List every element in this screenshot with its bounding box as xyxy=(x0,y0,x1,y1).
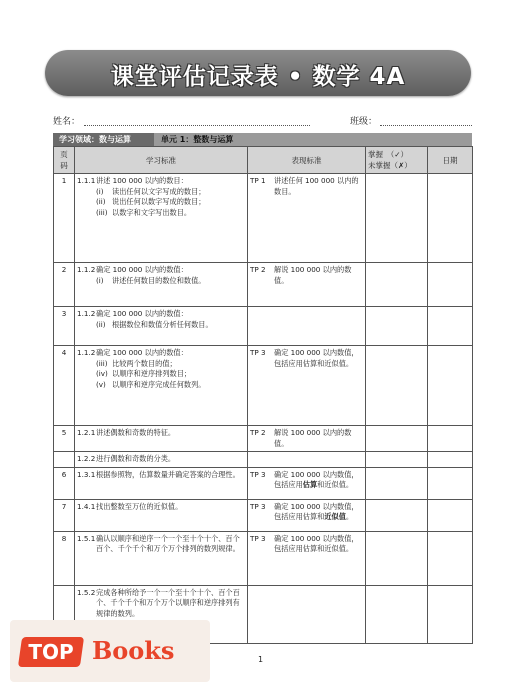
tp-code: TP 2 xyxy=(250,428,266,437)
standard-text: 根据参照物，估算数量并确定答案的合理性。 xyxy=(96,469,240,479)
logo-top-text: TOP xyxy=(28,640,74,664)
standard-code: 1.1.2 xyxy=(77,309,96,318)
page-cell xyxy=(54,452,75,468)
tp-text: 确定 100 000 以内数值，包括应用估算和近似值。 xyxy=(274,533,359,553)
mastery-cell[interactable] xyxy=(366,585,428,643)
page-cell: 7 xyxy=(54,499,75,531)
assessment-table xyxy=(53,146,473,644)
mastery-cell[interactable] xyxy=(366,426,428,452)
sub-text: 比较两个数目的值； xyxy=(112,358,177,368)
page-cell: 1 xyxy=(54,174,75,263)
standard-text: 确认以顺序和逆序一个一个至十个十个、百个百个、千个千个和万个万个排列的数列规律。 xyxy=(96,533,240,553)
sub-text: 说出任何以数字写成的数目； xyxy=(112,197,206,206)
mastery-cell[interactable] xyxy=(366,307,428,346)
sub-numeral: (i) xyxy=(96,186,104,196)
standard-code: 1.5.2 xyxy=(77,587,96,597)
table-row xyxy=(54,426,473,452)
performance-cell xyxy=(248,499,366,531)
name-label: 姓名： xyxy=(53,117,81,127)
standard-code: 1.2.1 xyxy=(77,428,96,437)
standard-code: 1.1.1 xyxy=(77,176,96,185)
sub-text: 读出任何以文字写成的数目； xyxy=(112,186,206,196)
tp-text: 讲述任何 100 000 以内的数目。 xyxy=(274,176,359,196)
page-number: 1 xyxy=(258,655,264,664)
standard-text: 讲述 100 000 以内的数目： xyxy=(96,176,188,185)
tp-text-pre: 确定 100 000 以内数值，包括应用估算和 xyxy=(274,501,359,521)
date-cell[interactable] xyxy=(428,531,473,585)
performance-cell xyxy=(248,263,366,307)
date-cell[interactable] xyxy=(428,307,473,346)
col-date: 日期 xyxy=(428,147,473,174)
tp-text-pre: 确定 100 000 以内数值，包括应用 xyxy=(274,469,359,489)
standard-cell xyxy=(75,174,248,263)
standard-cell xyxy=(75,426,248,452)
tp-text-post: 和近似值。 xyxy=(317,480,354,489)
sub-text: 以数字和文字写出数目。 xyxy=(112,207,192,217)
standard-cell xyxy=(75,452,248,468)
date-cell[interactable] xyxy=(428,499,473,531)
standard-cell xyxy=(75,307,248,346)
standard-code: 1.1.2 xyxy=(77,265,96,274)
standard-cell xyxy=(75,467,248,499)
standard-text: 确定 100 000 以内的数值： xyxy=(96,348,188,357)
date-cell[interactable] xyxy=(428,467,473,499)
standard-code: 1.1.2 xyxy=(77,348,96,357)
sub-numeral: (iii) xyxy=(96,207,108,217)
standard-code: 1.5.1 xyxy=(77,533,96,543)
assessment-table-wrap xyxy=(53,133,472,644)
section-bar xyxy=(53,133,472,146)
standard-cell xyxy=(75,531,248,585)
date-cell[interactable] xyxy=(428,263,473,307)
topbooks-logo xyxy=(10,620,210,682)
standard-text: 确定 100 000 以内的数值： xyxy=(96,265,188,274)
performance-cell xyxy=(248,585,366,643)
mastery-cell[interactable] xyxy=(366,263,428,307)
sub-numeral: (ii) xyxy=(96,197,106,206)
tp-text: 解说 100 000 以内的数值。 xyxy=(274,265,352,285)
sub-numeral: (iii) xyxy=(96,358,108,368)
page-cell: 3 xyxy=(54,307,75,346)
standard-cell xyxy=(75,263,248,307)
sub-numeral: (ii) xyxy=(96,319,106,329)
table-row xyxy=(54,452,473,468)
tp-text: 解说 100 000 以内的数值。 xyxy=(274,428,352,448)
tp-text-post: 。 xyxy=(345,512,354,521)
performance-cell xyxy=(248,426,366,452)
table-row xyxy=(54,499,473,531)
mastery-cell[interactable] xyxy=(366,452,428,468)
standard-text: 找出整数至万位的近似值。 xyxy=(96,501,183,511)
date-cell[interactable] xyxy=(428,585,473,643)
performance-cell xyxy=(248,467,366,499)
tp-code: TP 3 xyxy=(250,348,266,357)
tp-code: TP 3 xyxy=(250,533,266,543)
page-cell: 4 xyxy=(54,346,75,426)
performance-cell xyxy=(248,452,366,468)
mastery-cell[interactable] xyxy=(366,531,428,585)
standard-text: 完成各种所给予一个一个至十个十个、百个百个、千个千个和万个万个以顺序和逆序排列有规律的数列。 xyxy=(96,587,240,618)
tp-text xyxy=(274,470,363,491)
date-cell[interactable] xyxy=(428,346,473,426)
mastery-cell[interactable] xyxy=(366,499,428,531)
sub-text: 以顺序和逆序完成任何数列。 xyxy=(112,379,206,389)
tp-text-bold: 近似值 xyxy=(324,512,346,521)
standard-text: 确定 100 000 以内的数值： xyxy=(96,309,188,318)
tp-code: TP 3 xyxy=(250,469,266,479)
page-cell: 6 xyxy=(54,467,75,499)
tp-text: 确定 100 000 以内数值，包括应用估算和近似值。 xyxy=(274,348,359,368)
table-row xyxy=(54,531,473,585)
mastery-cell[interactable] xyxy=(366,174,428,263)
performance-cell xyxy=(248,346,366,426)
sub-text: 以顺序和逆序排列数目； xyxy=(112,369,192,378)
tp-code: TP 1 xyxy=(250,176,266,185)
sub-numeral: (i) xyxy=(96,275,104,285)
tp-code: TP 2 xyxy=(250,265,266,274)
performance-cell xyxy=(248,174,366,263)
tp-text xyxy=(274,502,363,523)
sub-text: 根据数位和数值分析任何数目。 xyxy=(112,319,213,329)
mastery-cell[interactable] xyxy=(366,467,428,499)
date-cell[interactable] xyxy=(428,426,473,452)
sub-numeral: (iv) xyxy=(96,369,108,378)
standard-text: 讲述偶数和奇数的特征。 xyxy=(96,428,176,437)
page-cell: 2 xyxy=(54,263,75,307)
sub-text: 讲述任何数目的数位和数值。 xyxy=(112,275,206,285)
table-row xyxy=(54,346,473,426)
learning-area-label: 学习领域：数与运算 xyxy=(53,133,154,146)
table-row xyxy=(54,174,473,263)
tp-code: TP 3 xyxy=(250,501,266,511)
col-performance: 表现标准 xyxy=(248,147,366,174)
page-title: 课堂评估记录表 • 数学 4A xyxy=(110,64,406,90)
col-mastery: 掌握 （✓） 未掌握（✗） xyxy=(366,147,428,174)
performance-cell xyxy=(248,531,366,585)
class-line[interactable] xyxy=(380,125,472,126)
tp-text-bold: 估算 xyxy=(302,480,318,489)
table-row xyxy=(54,467,473,499)
logo-books-text: Books xyxy=(92,636,175,665)
performance-cell xyxy=(248,307,366,346)
page-cell: 5 xyxy=(54,426,75,452)
col-standard: 学习标准 xyxy=(75,147,248,174)
sub-numeral: (v) xyxy=(96,379,106,389)
standard-code: 1.4.1 xyxy=(77,501,96,511)
standard-text: 进行偶数和奇数的分类。 xyxy=(96,454,176,463)
title-banner xyxy=(45,50,471,96)
standard-cell xyxy=(75,346,248,426)
date-cell[interactable] xyxy=(428,452,473,468)
mastery-cell[interactable] xyxy=(366,346,428,426)
name-line[interactable] xyxy=(84,125,310,126)
col-page: 页 码 xyxy=(54,147,75,174)
date-cell[interactable] xyxy=(428,174,473,263)
table-body xyxy=(54,174,473,644)
standard-cell xyxy=(75,499,248,531)
standard-code: 1.2.2 xyxy=(77,454,96,463)
standard-code: 1.3.1 xyxy=(77,469,96,479)
page-cell: 8 xyxy=(54,531,75,585)
unit-label: 单元 1：整数与运算 xyxy=(161,135,234,144)
table-row xyxy=(54,263,473,307)
class-label: 班级： xyxy=(350,117,378,127)
table-row xyxy=(54,307,473,346)
